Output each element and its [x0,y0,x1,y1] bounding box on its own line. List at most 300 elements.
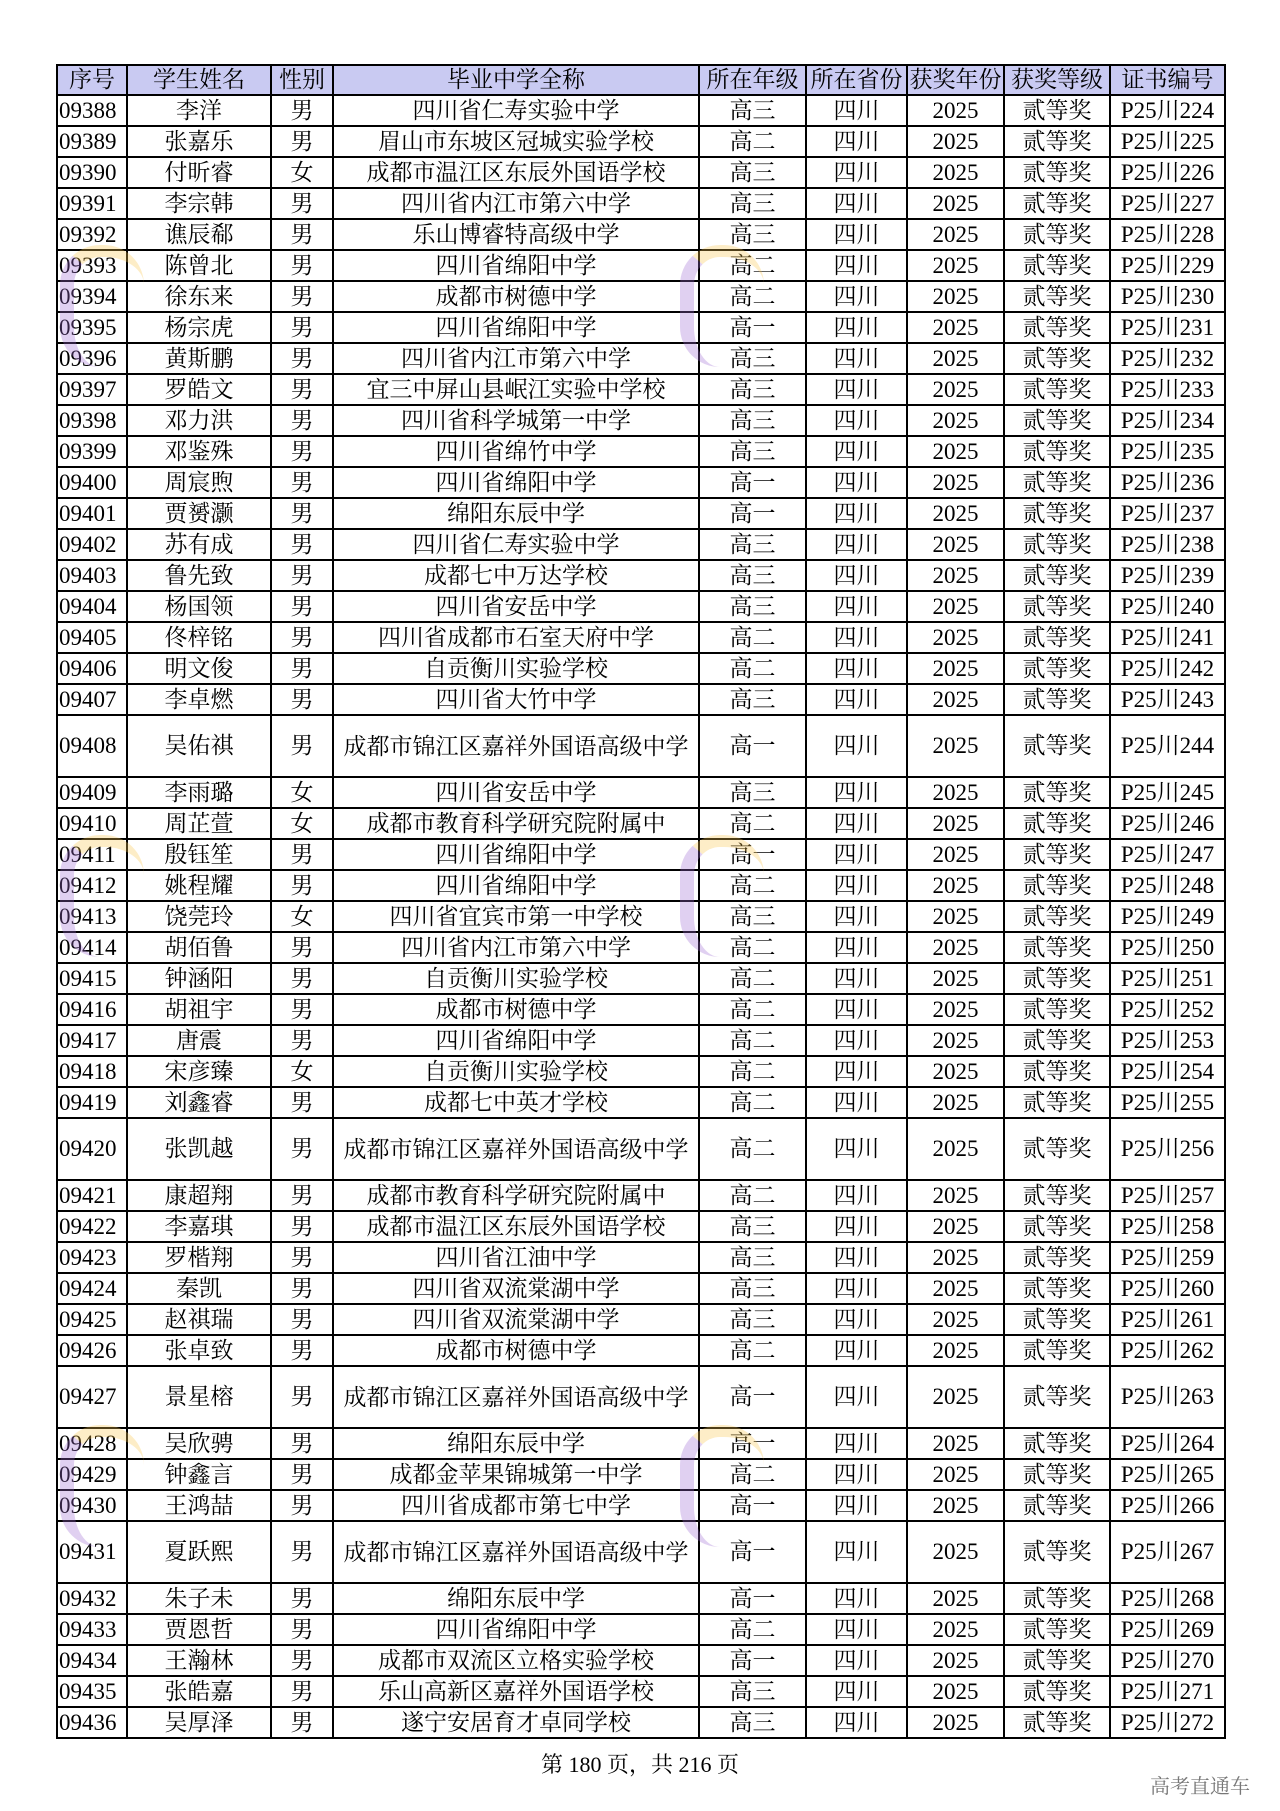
cell-name: 吴厚泽 [127,1707,271,1738]
cell-award: 贰等奖 [1004,250,1110,281]
cell-name: 谯辰郗 [127,219,271,250]
cell-name: 胡祖宇 [127,994,271,1025]
cell-award: 贰等奖 [1004,591,1110,622]
cell-grade: 高三 [699,188,806,219]
cell-school: 成都金苹果锦城第一中学 [333,1459,699,1490]
cell-year: 2025 [907,436,1004,467]
table-row [57,1707,1225,1738]
cell-province: 四川 [806,622,907,653]
cell-gender: 男 [271,963,333,994]
cell-province: 四川 [806,1304,907,1335]
cell-serial: 09426 [57,1335,127,1366]
cell-serial: 09391 [57,188,127,219]
cell-serial: 09406 [57,653,127,684]
cell-province: 四川 [806,808,907,839]
cell-serial: 09430 [57,1490,127,1521]
cell-name: 张卓致 [127,1335,271,1366]
cell-cert: P25川237 [1110,498,1225,529]
cell-year: 2025 [907,188,1004,219]
cell-name: 李卓燃 [127,684,271,715]
cell-school: 四川省绵阳中学 [333,250,699,281]
cell-cert: P25川244 [1110,715,1225,777]
cell-cert: P25川236 [1110,467,1225,498]
header-col-name: 学生姓名 [127,65,271,95]
awards-table [56,64,1226,1739]
cell-province: 四川 [806,1428,907,1459]
cell-province: 四川 [806,219,907,250]
cell-gender: 男 [271,1180,333,1211]
cell-serial: 09417 [57,1025,127,1056]
cell-grade: 高一 [699,1490,806,1521]
cell-school: 遂宁安居育才卓同学校 [333,1707,699,1738]
cell-cert: P25川233 [1110,374,1225,405]
table-row [57,312,1225,343]
cell-grade: 高三 [699,436,806,467]
cell-gender: 男 [271,436,333,467]
table-row [57,1025,1225,1056]
cell-grade: 高三 [699,684,806,715]
table-row [57,684,1225,715]
cell-year: 2025 [907,591,1004,622]
cell-province: 四川 [806,343,907,374]
cell-serial: 09412 [57,870,127,901]
cell-school: 乐山高新区嘉祥外国语学校 [333,1676,699,1707]
cell-cert: P25川253 [1110,1025,1225,1056]
cell-grade: 高二 [699,808,806,839]
cell-cert: P25川242 [1110,653,1225,684]
cell-grade: 高三 [699,1273,806,1304]
cell-award: 贰等奖 [1004,1304,1110,1335]
cell-grade: 高三 [699,591,806,622]
cell-school: 四川省双流棠湖中学 [333,1273,699,1304]
cell-serial: 09415 [57,963,127,994]
table-row [57,560,1225,591]
cell-grade: 高二 [699,126,806,157]
cell-cert: P25川249 [1110,901,1225,932]
cell-name: 罗皓文 [127,374,271,405]
cell-serial: 09433 [57,1614,127,1645]
cell-cert: P25川238 [1110,529,1225,560]
cell-province: 四川 [806,95,907,126]
cell-year: 2025 [907,1614,1004,1645]
table-row [57,1614,1225,1645]
cell-serial: 09398 [57,405,127,436]
cell-year: 2025 [907,1180,1004,1211]
cell-province: 四川 [806,1583,907,1614]
cell-cert: P25川268 [1110,1583,1225,1614]
cell-gender: 男 [271,560,333,591]
cell-province: 四川 [806,839,907,870]
cell-year: 2025 [907,1428,1004,1459]
cell-name: 吴佑祺 [127,715,271,777]
cell-year: 2025 [907,715,1004,777]
cell-school: 四川省江油中学 [333,1242,699,1273]
table-row [57,1583,1225,1614]
table-row [57,1428,1225,1459]
cell-school: 四川省绵竹中学 [333,436,699,467]
cell-award: 贰等奖 [1004,1521,1110,1583]
cell-serial: 09389 [57,126,127,157]
cell-cert: P25川272 [1110,1707,1225,1738]
cell-gender: 男 [271,715,333,777]
cell-year: 2025 [907,963,1004,994]
cell-year: 2025 [907,405,1004,436]
cell-year: 2025 [907,1273,1004,1304]
cell-serial: 09414 [57,932,127,963]
cell-school: 成都市教育科学研究院附属中 [333,808,699,839]
cell-cert: P25川228 [1110,219,1225,250]
cell-name: 朱子未 [127,1583,271,1614]
cell-year: 2025 [907,1676,1004,1707]
cell-name: 吴欣骋 [127,1428,271,1459]
cell-gender: 女 [271,901,333,932]
table-row [57,126,1225,157]
cell-gender: 男 [271,467,333,498]
cell-province: 四川 [806,1459,907,1490]
cell-province: 四川 [806,1211,907,1242]
cell-school: 四川省内江市第六中学 [333,188,699,219]
cell-name: 黄斯鹏 [127,343,271,374]
cell-cert: P25川230 [1110,281,1225,312]
cell-year: 2025 [907,1583,1004,1614]
cell-award: 贰等奖 [1004,1645,1110,1676]
cell-year: 2025 [907,281,1004,312]
cell-award: 贰等奖 [1004,374,1110,405]
cell-gender: 男 [271,529,333,560]
cell-province: 四川 [806,1335,907,1366]
cell-serial: 09429 [57,1459,127,1490]
cell-school: 成都市锦江区嘉祥外国语高级中学 [333,1366,699,1428]
cell-award: 贰等奖 [1004,1056,1110,1087]
cell-gender: 男 [271,1459,333,1490]
cell-serial: 09407 [57,684,127,715]
cell-cert: P25川254 [1110,1056,1225,1087]
cell-gender: 男 [271,1304,333,1335]
cell-province: 四川 [806,188,907,219]
cell-serial: 09419 [57,1087,127,1118]
cell-grade: 高三 [699,1676,806,1707]
table-row [57,777,1225,808]
cell-grade: 高三 [699,405,806,436]
cell-year: 2025 [907,653,1004,684]
cell-name: 钟鑫言 [127,1459,271,1490]
cell-province: 四川 [806,560,907,591]
header-col-year: 获奖年份 [907,65,1004,95]
cell-year: 2025 [907,808,1004,839]
cell-school: 成都市温江区东辰外国语学校 [333,1211,699,1242]
cell-gender: 男 [271,1521,333,1583]
cell-grade: 高二 [699,1087,806,1118]
cell-grade: 高二 [699,1025,806,1056]
cell-serial: 09434 [57,1645,127,1676]
cell-gender: 男 [271,1273,333,1304]
cell-province: 四川 [806,467,907,498]
cell-grade: 高一 [699,312,806,343]
cell-grade: 高一 [699,715,806,777]
cell-grade: 高二 [699,653,806,684]
cell-award: 贰等奖 [1004,312,1110,343]
header-col-grade: 所在年级 [699,65,806,95]
cell-gender: 男 [271,1676,333,1707]
cell-year: 2025 [907,95,1004,126]
cell-name: 贾赟灏 [127,498,271,529]
cell-school: 成都市树德中学 [333,281,699,312]
cell-province: 四川 [806,684,907,715]
cell-grade: 高二 [699,1180,806,1211]
cell-school: 乐山博睿特高级中学 [333,219,699,250]
cell-grade: 高一 [699,498,806,529]
cell-cert: P25川257 [1110,1180,1225,1211]
cell-cert: P25川248 [1110,870,1225,901]
cell-gender: 男 [271,126,333,157]
cell-award: 贰等奖 [1004,1335,1110,1366]
cell-award: 贰等奖 [1004,1273,1110,1304]
cell-year: 2025 [907,1242,1004,1273]
cell-school: 成都七中万达学校 [333,560,699,591]
cell-name: 周宸煦 [127,467,271,498]
cell-serial: 09405 [57,622,127,653]
cell-gender: 男 [271,250,333,281]
cell-serial: 09421 [57,1180,127,1211]
cell-cert: P25川239 [1110,560,1225,591]
cell-cert: P25川256 [1110,1118,1225,1180]
cell-year: 2025 [907,1304,1004,1335]
cell-award: 贰等奖 [1004,1707,1110,1738]
cell-cert: P25川226 [1110,157,1225,188]
cell-province: 四川 [806,653,907,684]
cell-grade: 高二 [699,1056,806,1087]
cell-grade: 高二 [699,963,806,994]
cell-gender: 男 [271,1645,333,1676]
cell-school: 四川省绵阳中学 [333,870,699,901]
table-row [57,343,1225,374]
cell-name: 李宗韩 [127,188,271,219]
table-row [57,963,1225,994]
cell-grade: 高三 [699,901,806,932]
cell-gender: 男 [271,1707,333,1738]
cell-name: 景星榕 [127,1366,271,1428]
cell-province: 四川 [806,1707,907,1738]
cell-name: 张皓嘉 [127,1676,271,1707]
cell-cert: P25川243 [1110,684,1225,715]
cell-gender: 男 [271,343,333,374]
cell-award: 贰等奖 [1004,157,1110,188]
cell-year: 2025 [907,374,1004,405]
table-row [57,1304,1225,1335]
cell-award: 贰等奖 [1004,684,1110,715]
cell-serial: 09428 [57,1428,127,1459]
header-col-province: 所在省份 [806,65,907,95]
cell-year: 2025 [907,312,1004,343]
table-header-row [57,65,1225,95]
table-row [57,1521,1225,1583]
cell-cert: P25川262 [1110,1335,1225,1366]
cell-award: 贰等奖 [1004,1676,1110,1707]
cell-serial: 09397 [57,374,127,405]
table-row [57,901,1225,932]
cell-name: 陈曾北 [127,250,271,281]
cell-year: 2025 [907,498,1004,529]
cell-cert: P25川224 [1110,95,1225,126]
cell-school: 四川省安岳中学 [333,777,699,808]
cell-school: 成都市锦江区嘉祥外国语高级中学 [333,715,699,777]
cell-award: 贰等奖 [1004,808,1110,839]
cell-name: 邓鉴殊 [127,436,271,467]
cell-serial: 09413 [57,901,127,932]
cell-serial: 09423 [57,1242,127,1273]
cell-name: 付昕睿 [127,157,271,188]
cell-serial: 09431 [57,1521,127,1583]
cell-grade: 高一 [699,839,806,870]
cell-grade: 高三 [699,1211,806,1242]
cell-grade: 高一 [699,1583,806,1614]
cell-gender: 男 [271,684,333,715]
cell-grade: 高三 [699,157,806,188]
cell-serial: 09395 [57,312,127,343]
cell-award: 贰等奖 [1004,653,1110,684]
cell-school: 四川省绵阳中学 [333,312,699,343]
cell-year: 2025 [907,157,1004,188]
cell-gender: 男 [271,498,333,529]
cell-cert: P25川251 [1110,963,1225,994]
cell-province: 四川 [806,126,907,157]
cell-school: 成都市锦江区嘉祥外国语高级中学 [333,1118,699,1180]
cell-grade: 高一 [699,1428,806,1459]
cell-school: 四川省成都市第七中学 [333,1490,699,1521]
cell-school: 四川省宜宾市第一中学校 [333,901,699,932]
cell-name: 徐东来 [127,281,271,312]
cell-cert: P25川258 [1110,1211,1225,1242]
cell-year: 2025 [907,529,1004,560]
cell-name: 杨宗虎 [127,312,271,343]
cell-school: 四川省内江市第六中学 [333,932,699,963]
cell-gender: 男 [271,653,333,684]
cell-year: 2025 [907,1025,1004,1056]
cell-name: 张嘉乐 [127,126,271,157]
cell-award: 贰等奖 [1004,219,1110,250]
cell-province: 四川 [806,994,907,1025]
cell-year: 2025 [907,1459,1004,1490]
cell-school: 四川省绵阳中学 [333,1025,699,1056]
cell-year: 2025 [907,870,1004,901]
cell-grade: 高二 [699,250,806,281]
cell-cert: P25川271 [1110,1676,1225,1707]
cell-gender: 男 [271,994,333,1025]
cell-school: 自贡衡川实验学校 [333,1056,699,1087]
cell-serial: 09401 [57,498,127,529]
cell-award: 贰等奖 [1004,1087,1110,1118]
cell-school: 成都市树德中学 [333,994,699,1025]
cell-serial: 09388 [57,95,127,126]
cell-school: 成都市温江区东辰外国语学校 [333,157,699,188]
cell-cert: P25川270 [1110,1645,1225,1676]
cell-year: 2025 [907,250,1004,281]
table-row [57,622,1225,653]
cell-serial: 09390 [57,157,127,188]
cell-grade: 高三 [699,219,806,250]
cell-grade: 高二 [699,994,806,1025]
cell-province: 四川 [806,1242,907,1273]
cell-province: 四川 [806,498,907,529]
table-row [57,1273,1225,1304]
cell-name: 康超翔 [127,1180,271,1211]
cell-year: 2025 [907,684,1004,715]
cell-award: 贰等奖 [1004,1242,1110,1273]
cell-cert: P25川235 [1110,436,1225,467]
cell-school: 四川省大竹中学 [333,684,699,715]
cell-gender: 男 [271,1118,333,1180]
cell-serial: 09420 [57,1118,127,1180]
cell-province: 四川 [806,777,907,808]
cell-province: 四川 [806,1118,907,1180]
cell-cert: P25川260 [1110,1273,1225,1304]
cell-cert: P25川225 [1110,126,1225,157]
cell-school: 四川省成都市石室天府中学 [333,622,699,653]
cell-award: 贰等奖 [1004,1366,1110,1428]
cell-serial: 09424 [57,1273,127,1304]
cell-serial: 09427 [57,1366,127,1428]
cell-gender: 男 [271,405,333,436]
cell-serial: 09400 [57,467,127,498]
table-row [57,436,1225,467]
cell-gender: 男 [271,1428,333,1459]
cell-name: 李嘉琪 [127,1211,271,1242]
cell-name: 赵祺瑞 [127,1304,271,1335]
cell-school: 成都市双流区立格实验学校 [333,1645,699,1676]
cell-grade: 高三 [699,1304,806,1335]
cell-gender: 男 [271,591,333,622]
cell-cert: P25川264 [1110,1428,1225,1459]
cell-cert: P25川231 [1110,312,1225,343]
cell-grade: 高二 [699,870,806,901]
cell-award: 贰等奖 [1004,281,1110,312]
cell-grade: 高三 [699,95,806,126]
cell-grade: 高二 [699,281,806,312]
cell-name: 刘鑫睿 [127,1087,271,1118]
cell-province: 四川 [806,1676,907,1707]
cell-school: 自贡衡川实验学校 [333,653,699,684]
cell-name: 贾恩哲 [127,1614,271,1645]
cell-school: 自贡衡川实验学校 [333,963,699,994]
cell-award: 贰等奖 [1004,560,1110,591]
cell-award: 贰等奖 [1004,932,1110,963]
header-col-serial: 序号 [57,65,127,95]
cell-serial: 09425 [57,1304,127,1335]
site-watermark: 高考直通车 [1150,1774,1250,1798]
cell-grade: 高二 [699,622,806,653]
cell-province: 四川 [806,591,907,622]
cell-serial: 09402 [57,529,127,560]
cell-province: 四川 [806,250,907,281]
cell-grade: 高二 [699,1614,806,1645]
cell-award: 贰等奖 [1004,188,1110,219]
cell-name: 饶莞玲 [127,901,271,932]
cell-year: 2025 [907,1521,1004,1583]
cell-province: 四川 [806,374,907,405]
cell-serial: 09435 [57,1676,127,1707]
cell-name: 张凯越 [127,1118,271,1180]
cell-name: 李洋 [127,95,271,126]
cell-school: 四川省安岳中学 [333,591,699,622]
cell-serial: 09418 [57,1056,127,1087]
cell-province: 四川 [806,312,907,343]
cell-gender: 女 [271,1056,333,1087]
cell-name: 邓力洪 [127,405,271,436]
page-footer: 第 180 页，共 216 页 [540,1752,739,1777]
cell-province: 四川 [806,436,907,467]
cell-cert: P25川266 [1110,1490,1225,1521]
table-row [57,498,1225,529]
